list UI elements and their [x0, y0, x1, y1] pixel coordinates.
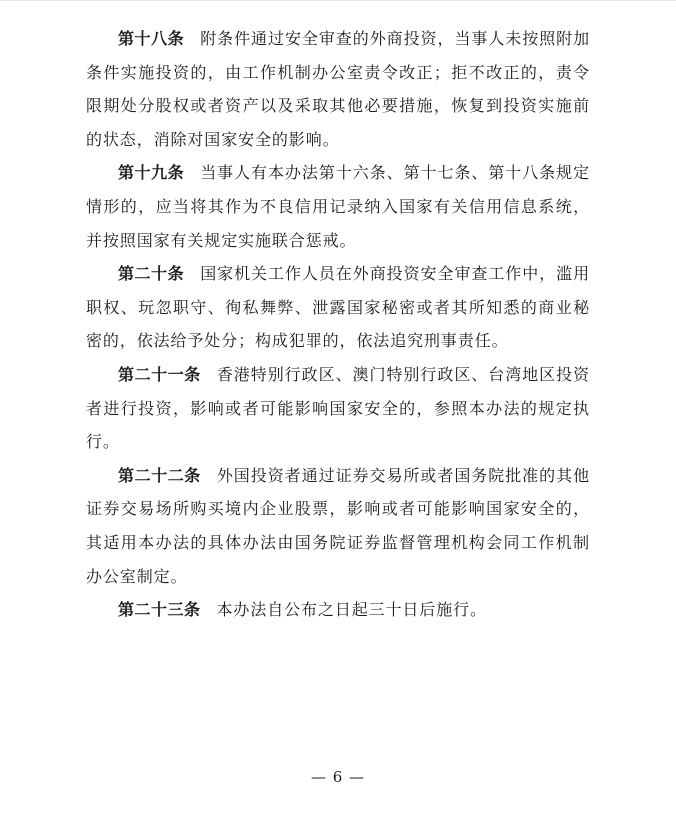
article-18	[86, 22, 590, 156]
article-title: 第二十二条	[118, 465, 201, 485]
article-title: 第二十三条	[118, 600, 201, 620]
article-text: 本办法自公布之日起三十日后施行。	[216, 600, 487, 620]
article-22	[86, 459, 590, 593]
article-text: 国家机关工作人员在外商投资安全审查工作中，滥用职权、玩忽职守、徇私舞弊、泄露国家秘密或者其所知悉的商业秘密的，依法给予处分；构成犯罪的，依法追究刑事责任。	[86, 264, 590, 351]
article-23	[86, 593, 590, 627]
article-title: 第二十条	[118, 264, 185, 284]
article-text: 当事人有本办法第十六条、第十七条、第十八条规定情形的，应当将其作为不良信用记录纳入国家有关信用信息系统，并按照国家有关规定实施联合惩戒。	[86, 163, 590, 250]
article-title: 第二十一条	[118, 364, 201, 384]
article-20	[86, 257, 590, 358]
article-text: 香港特别行政区、澳门特别行政区、台湾地区投资者进行投资，影响或者可能影响国家安全的，参照本办法的规定执行。	[86, 364, 590, 452]
article-title: 第十九条	[118, 163, 185, 183]
page-top-edge	[0, 0, 676, 7]
document-body	[86, 22, 590, 627]
article-21	[86, 358, 590, 459]
page-number: — 6 —	[310, 768, 366, 786]
article-19	[86, 156, 590, 257]
article-title: 第十八条	[118, 29, 185, 48]
article-text: 外国投资者通过证券交易所或者国务院批准的其他证券交易场所购买境内企业股票，影响或者可能影响国家安全的，其适用本办法的具体办法由国务院证券监督管理机构会同工作机制办公室制定。	[86, 465, 590, 586]
article-text: 附条件通过安全审查的外商投资，当事人未按照附加条件实施投资的，由工作机制办公室责令改正；拒不改正的，责令限期处分股权或者资产以及采取其他必要措施，恢复到投资实施前的状态，消除对国家安全的影响。	[86, 29, 590, 149]
